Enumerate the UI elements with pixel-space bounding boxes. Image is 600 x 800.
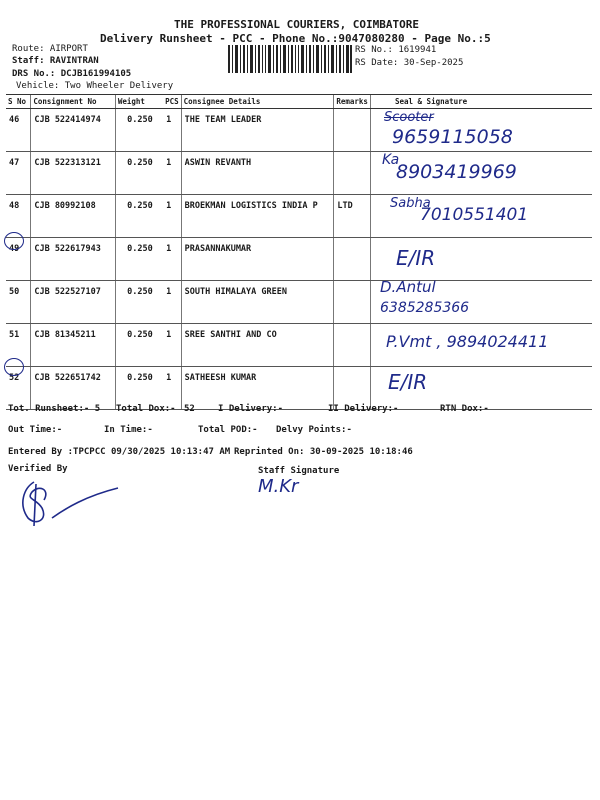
row-sno: 49 [6, 238, 31, 281]
verified-by-label: Verified By [8, 464, 68, 474]
row-sno: 51 [6, 324, 31, 367]
handwritten-phone-48: 7010551401 [420, 205, 529, 225]
table-row [6, 281, 592, 324]
row-pcs: 1 [163, 195, 181, 238]
row-weight: 0.250 [115, 367, 163, 410]
col-sno: S No [6, 95, 31, 109]
row-remarks [334, 324, 371, 367]
table-header-row [6, 95, 592, 109]
col-remarks: Remarks [334, 95, 371, 109]
row-consignment: CJB 522414974 [31, 109, 116, 152]
handwritten-phone-50: 6385285366 [380, 300, 470, 316]
handwritten-sign-52: E/IR [388, 370, 428, 394]
row-sno: 46 [6, 109, 31, 152]
tot-runsheet: Tot. Runsheet:- 5 [8, 404, 101, 414]
row-weight: 0.250 [115, 195, 163, 238]
row-pcs: 1 [163, 281, 181, 324]
table-row [6, 238, 592, 281]
handwritten-phone-46: 9659115058 [392, 126, 513, 148]
row-pcs: 1 [163, 367, 181, 410]
row-consignment: CJB 81345211 [31, 324, 116, 367]
rtn-dox: RTN Dox:- [440, 404, 489, 414]
row-pcs: 1 [163, 238, 181, 281]
page-title: THE PROFESSIONAL COURIERS, COIMBATORE [174, 18, 420, 31]
row-consignment: CJB 522651742 [31, 367, 116, 410]
row-remarks [334, 109, 371, 152]
verified-by-signature [6, 474, 126, 534]
staff-signature-label: Staff Signature [258, 466, 340, 476]
staff-signature-handwritten: M.Kr [258, 476, 299, 497]
handwritten-sign-46a: Scooter [384, 110, 434, 125]
row-consignment: CJB 522617943 [31, 238, 116, 281]
row-consignment: CJB 80992108 [31, 195, 116, 238]
col-pcs: PCS [163, 95, 181, 109]
total-dox-label: Total Dox:- [116, 404, 176, 414]
ii-delivery: II Delivery:- [328, 404, 399, 414]
total-dox-value: 52 [184, 404, 195, 414]
handwritten-phone-47: 8903419969 [396, 161, 517, 183]
handwritten-sign-49: E/IR [396, 246, 436, 270]
pen-circle-49 [4, 232, 24, 250]
in-time: In Time:- [104, 425, 153, 435]
barcode [228, 45, 352, 73]
row-weight: 0.250 [115, 152, 163, 195]
row-weight: 0.250 [115, 109, 163, 152]
row-pcs: 1 [163, 152, 181, 195]
vehicle-label: Vehicle: Two Wheeler Delivery [16, 81, 174, 91]
page-subtitle: Delivery Runsheet - PCC - Phone No.:9047080280 - Page No.:5 [100, 32, 491, 45]
col-consignee: Consignee Details [181, 95, 334, 109]
row-consignee: SATHEESH KUMAR [181, 367, 334, 410]
row-consignment: CJB 522527107 [31, 281, 116, 324]
row-remarks [334, 238, 371, 281]
col-seal-signature: Seal & Signature [370, 95, 592, 109]
row-remarks [334, 152, 371, 195]
row-remarks: LTD [334, 195, 371, 238]
row-consignment: CJB 522313121 [31, 152, 116, 195]
handwritten-sign-48a: Sabha [390, 196, 431, 211]
row-weight: 0.250 [115, 281, 163, 324]
row-pcs: 1 [163, 324, 181, 367]
row-consignee: ASWIN REVANTH [181, 152, 334, 195]
col-weight: Weight [115, 95, 163, 109]
i-delivery: I Delivery:- [218, 404, 284, 414]
rs-number: RS No.: 1619941 [355, 45, 437, 55]
reprinted-on: Reprinted On: 30-09-2025 10:18:46 [234, 447, 413, 457]
handwritten-sign-50a: D.Antul [380, 278, 436, 296]
row-weight: 0.250 [115, 324, 163, 367]
delvy-points: Delvy Points:- [276, 425, 352, 435]
out-time: Out Time:- [8, 425, 63, 435]
route-label: Route: AIRPORT [12, 44, 88, 54]
pen-circle-52 [4, 358, 24, 376]
rs-date: RS Date: 30-Sep-2025 [355, 58, 464, 68]
row-sno: 47 [6, 152, 31, 195]
row-consignee: SREE SANTHI AND CO [181, 324, 334, 367]
staff-label: Staff: RAVINTRAN [12, 56, 99, 66]
handwritten-sign-51: P.Vmt , 9894024411 [386, 332, 549, 351]
row-remarks [334, 281, 371, 324]
handwritten-sign-47a: Ka [382, 152, 400, 168]
col-consignment: Consignment No [31, 95, 116, 109]
entered-by: Entered By :TPCPCC 09/30/2025 10:13:47 AM [8, 447, 231, 457]
row-sno: 48 [6, 195, 31, 238]
row-sno: 52 [6, 367, 31, 410]
row-sno: 50 [6, 281, 31, 324]
row-consignee: PRASANNAKUMAR [181, 238, 334, 281]
total-pod: Total POD:- [198, 425, 258, 435]
row-pcs: 1 [163, 109, 181, 152]
row-weight: 0.250 [115, 238, 163, 281]
drs-label: DRS No.: DCJB161994105 [12, 69, 132, 79]
row-consignee: THE TEAM LEADER [181, 109, 334, 152]
row-consignee: SOUTH HIMALAYA GREEN [181, 281, 334, 324]
row-consignee: BROEKMAN LOGISTICS INDIA P [181, 195, 334, 238]
